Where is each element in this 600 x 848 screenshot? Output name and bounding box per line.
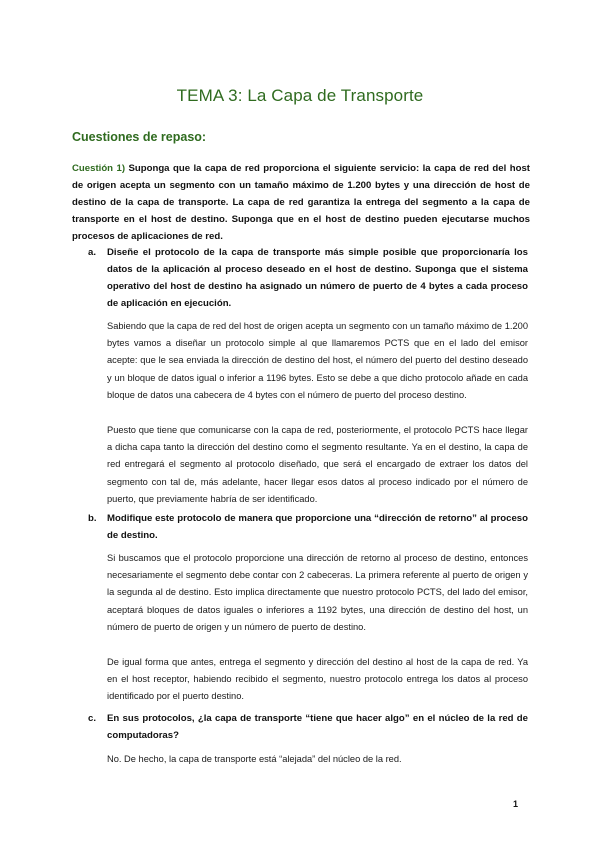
item-a-marker: a. (88, 247, 97, 258)
item-a-answer-1: Sabiendo que la capa de red del host de origen acepta un segmento con un tamaño máximo de 1.200 bytes vamos a diseñar un protocolo simple al que llamaremos PCTS que en el lado del emisor acepte: que le sea enviada la dirección de destino del host, el número del puerto del destino deseado y un bloque de datos igual o inferior a 1196 bytes. Esto se debe a que dicho protocolo añade en cada bloque de datos una cabecera de 4 bytes con el número de puerto del proceso destino. (107, 321, 528, 400)
item-b-answer-1: Si buscamos que el protocolo proporcione una dirección de retorno al proceso de destino, entonces necesariamente el segmento debe contar con 2 cabeceras. La primera referente al puerto de origen y la segunda al de destino. Esto implica directamente que nuestro protocolo PCTS, del lado del emisor, aceptará bloques de datos iguales o inferiores a 1192 bytes, una dirección de destino del host, un número de puerto de origen y un número de puerto de destino. (107, 553, 528, 632)
question-text: Suponga que la capa de red proporciona el siguiente servicio: la capa de red del host de origen acepta un segmento con un tamaño máximo de 1.200 bytes y una dirección de host de destino de la capa de transporte. La capa de red garantiza la entrega del segmento a la capa de transporte en el host de destino. Suponga que en el host de destino pueden ejecutarse muchos procesos de aplicaciones de red. (72, 163, 530, 242)
page-title: TEMA 3: La Capa de Transporte (176, 86, 424, 105)
page-number: 1 (513, 799, 519, 809)
item-c-answer-1: No. De hecho, la capa de transporte está “alejada” del núcleo de la red. (107, 754, 402, 764)
item-b-answer-2: De igual forma que antes, entrega el segmento y dirección del destino al host de la capa de red. Ya en el host receptor, habiendo recibido el segmento, nuestro protocolo entrega los datos al proceso identificado por el puerto destino. (107, 657, 528, 702)
question-label: Cuestión 1) (72, 163, 126, 174)
item-c (88, 710, 528, 744)
item-b-question: Modifique este protocolo de manera que proporcione una “dirección de retorno” al proceso de destino. (107, 513, 528, 541)
item-a (88, 244, 528, 312)
item-b (88, 510, 528, 544)
section-heading: Cuestiones de repaso: (72, 130, 207, 144)
item-c-marker: c. (88, 713, 97, 724)
item-b-marker: b. (88, 513, 97, 524)
item-a-question: Diseñe el protocolo de la capa de transporte más simple posible que proporcionaría los datos de la aplicación al proceso deseado en el host de destino. Suponga que el sistema operativo del host de destino ha asignado un número de puerto de 4 bytes a cada proceso de aplicación en ejecución. (107, 247, 528, 309)
question-1-statement (72, 160, 530, 245)
item-a-answer-2: Puesto que tiene que comunicarse con la capa de red, posteriormente, el protocolo PCTS hace llegar a dicha capa tanto la dirección del destino como el segmento resultante. Ya en el destino, la capa de red entregará el segmento al protocolo diseñado, que será el encargado de extraer los datos del segmento con tal de, más adelante, hacer llegar esos datos al proceso indicado por el número de puerto, que previamente habría de ser identificado. (107, 425, 528, 504)
item-c-question: En sus protocolos, ¿la capa de transporte “tiene que hacer algo” en el núcleo de la red de computadoras? (107, 713, 528, 741)
